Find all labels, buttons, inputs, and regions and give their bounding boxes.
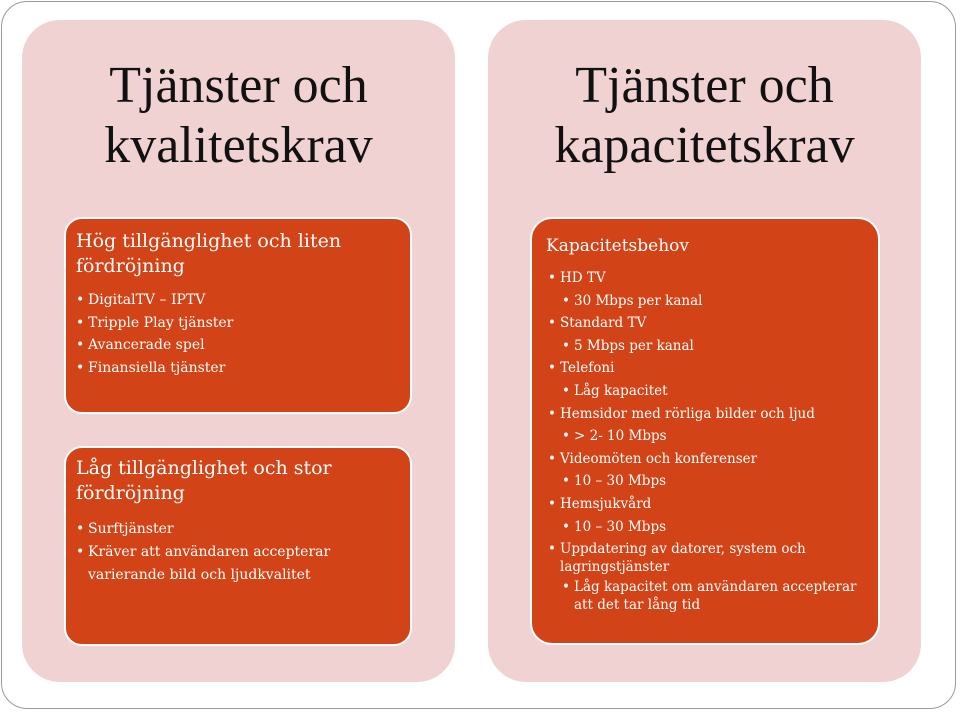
list-item-continuation: varierande bild och ljudkvalitet	[88, 567, 311, 583]
sub-list-item: • Låg kapacitet om användaren accepterar att det tar lång tid	[574, 578, 859, 614]
list-item: • Surftjänster	[88, 518, 330, 541]
list-item: • Tripple Play tjänster	[88, 312, 233, 335]
list-item: • Avancerade spel	[88, 334, 233, 357]
high-availability-box	[64, 217, 412, 414]
list-item: • Finansiella tjänster	[88, 357, 233, 380]
low-availability-box	[64, 446, 412, 646]
quality-panel-title	[22, 56, 455, 176]
list-item: • Kräver att användaren accepterar	[88, 541, 330, 564]
list-item: • DigitalTV – IPTV	[88, 289, 233, 312]
sub-list-item: • 10 – 30 Mbps	[574, 516, 859, 539]
capacity-list	[560, 267, 859, 614]
sub-list-item: • 10 – 30 Mbps	[574, 470, 859, 493]
quality-title-line2: kvalitetskrav	[104, 117, 373, 174]
capacity-heading: Kapacitetsbehov	[546, 236, 689, 256]
capacity-box	[530, 217, 880, 645]
quality-title-line1: Tjänster och	[109, 57, 368, 114]
capacity-panel-title	[488, 56, 921, 176]
list-item: • Uppdatering av datorer, system och lagringstjänster	[560, 540, 830, 576]
high-availability-heading: Hög tillgänglighet och liten fördröjning	[76, 230, 342, 277]
list-item: • HD TV	[560, 267, 859, 290]
list-item: • Telefoni	[560, 357, 859, 380]
list-item: • Videomöten och konferenser	[560, 448, 859, 471]
sub-list-item: • > 2- 10 Mbps	[574, 425, 859, 448]
low-availability-heading: Låg tillgänglighet och stor fördröjning	[76, 457, 332, 504]
capacity-title-line2: kapacitetskrav	[554, 117, 855, 174]
capacity-title-line1: Tjänster och	[575, 57, 834, 114]
list-item: • Standard TV	[560, 312, 859, 335]
sub-list-item: • 5 Mbps per kanal	[574, 335, 859, 358]
list-item: • Hemsjukvård	[560, 493, 859, 516]
sub-list-item: • Låg kapacitet	[574, 380, 859, 403]
high-availability-list	[88, 289, 233, 379]
low-availability-list	[88, 518, 330, 587]
list-item: • Hemsidor med rörliga bilder och ljud	[560, 403, 859, 426]
sub-list-item: • 30 Mbps per kanal	[574, 290, 859, 313]
